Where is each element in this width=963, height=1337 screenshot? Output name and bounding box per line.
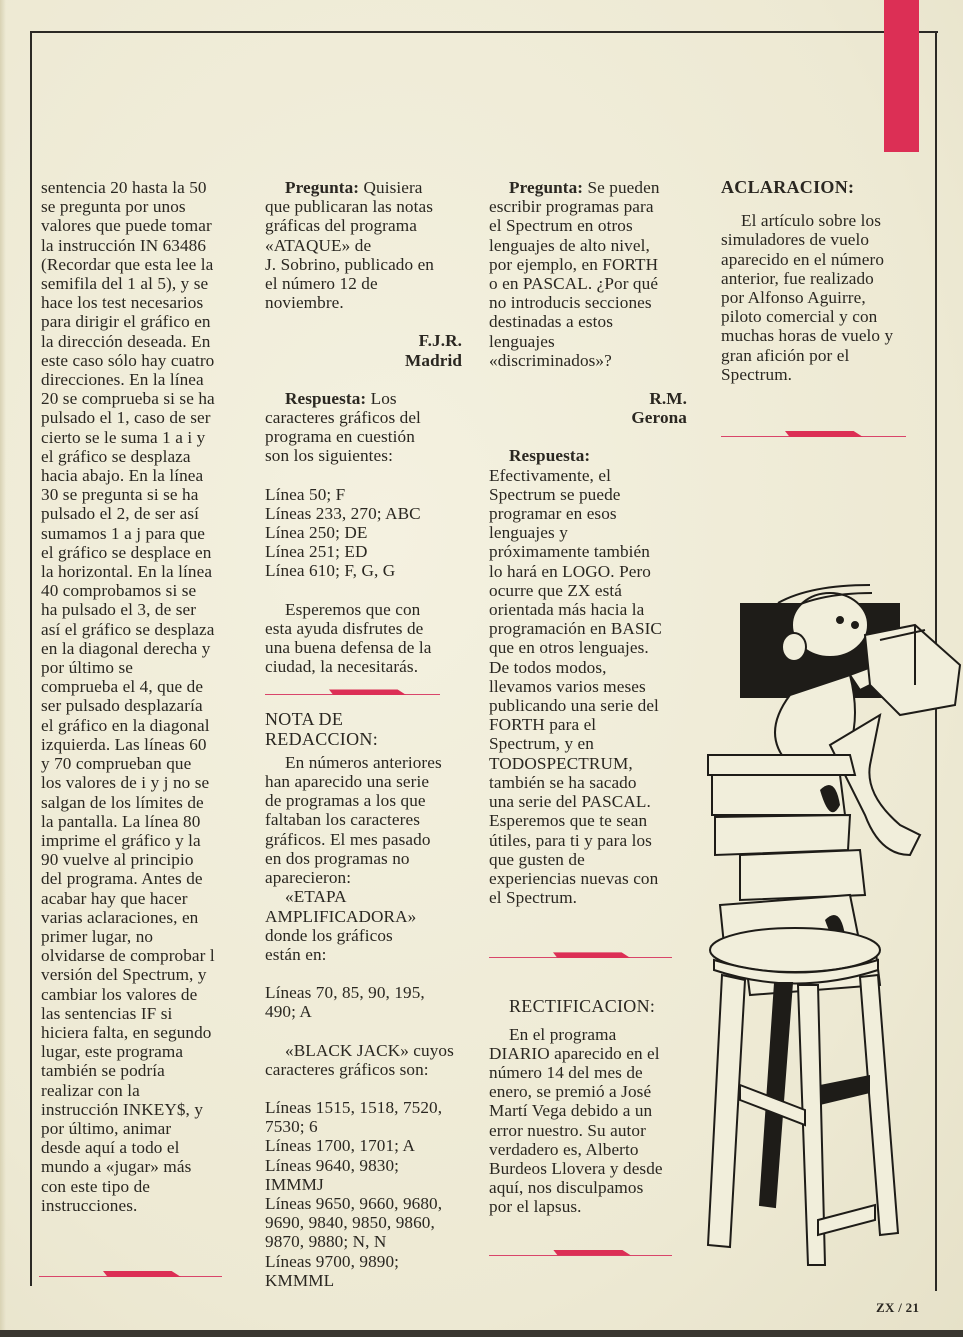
article-continuation: sentencia 20 hasta la 50 se pregunta por unos valores que puede tomar la instrucción IN 63486 (Recordar que esta lee la semifila del 1 al 5), y se hace los test necesarios para dirigir el gráfico en la dirección deseada. En este caso sólo hay cuatro direcciones. En la línea 20 se comprueba si se ha pulsado el 1, caso de ser cierto se le suma 1 a i y el gráfico se desplaza hacia abajo. En la línea 30 se pregunta si se ha pulsado el 2, de ser así sumamos 1 a j para que el gráfico se desplace en la horizontal. En la línea 40 comprobamos si se ha pulsado el 3, de ser así el gráfico se desplaza en la diagonal derecha y por último se comprueba el 4, que de ser pulsado desplazaría el gráfico en la diagonal izquierda. Las líneas 60 y 70 comprueban que los valores de i y j no se salgan de los límites de la pantalla. La línea 80 imprime el gráfico y la 90 vuelve al principio del programa. Antes de acabar hay que hacer varias aclaraciones, en primer lugar, no olvidarse de comprobar l versión del Spectrum, y cambiar los valores de las sentencias IF si hiciera falta, en segundo lugar, este programa también se podría realizar con la instrucción INKEY$, y por último, animar desde aquí a todo el mundo a «jugar» más con este tipo de instrucciones.: [41, 178, 215, 1215]
answer-label: Respuesta:: [509, 446, 591, 466]
closing-text: Esperemos que con esta ayuda disfrutes de una buena defensa de la ciudad, la necesitarás.: [265, 599, 432, 677]
etapa-lines: Líneas 70, 85, 90, 195, 490; A: [265, 983, 425, 1022]
column-4: [721, 178, 921, 438]
rectificacion-text: En el programa DIARIO aparecido en el número 14 del mes de enero, se premió a José Martí Vega debido a un error nuestro. Su autor verdadero es, Alberto Burdeos Llovera y desde aquí, nos disculpamos por el lapsus.: [489, 1024, 663, 1217]
column-2: [265, 178, 462, 1290]
question-rm: [489, 178, 687, 370]
section-divider: [265, 688, 440, 696]
answer-label: Respuesta:: [285, 388, 367, 408]
question-text: Quisiera que publicaran las notas gráficas del programa «ATAQUE» de J. Sobrino, publicado en el número 12 de noviembre.: [265, 178, 435, 313]
nota-redaccion-text: En números anteriores han aparecido una serie de programas a los que faltaban los caracteres gráficos. El mes pasado en dos programas no aparecieron:: [265, 752, 442, 888]
answer-fjr: [265, 389, 462, 466]
question-text: Se pueden escribir programas para el Spectrum en otros lenguajes de alto nivel, por ejemplo, en FORTH o en PASCAL. ¿Por qué no introducis secciones destinadas a estos lenguajes «discriminados»?: [489, 178, 660, 370]
answer-text: Efectivamente, el Spectrum se puede programar en esos lenguajes y próximamente también lo hará en LOGO. Pero ocurre que ZX está orientada más hacia la programación en BASIC que en otros lenguajes. De todos modos, llevamos varios meses publicando una serie del FORTH para el Spectrum, y en TODOSPECTRUM, también se ha sacado una serie del PASCAL. Esperemos que te sean útiles, para ti y para los que gusten de experiencias nuevas con el Spectrum.: [489, 465, 662, 908]
signature-rm-gerona: R.M. Gerona: [631, 389, 687, 428]
blackjack-intro: «BLACK JACK» cuyos caracteres gráficos son:: [265, 1040, 454, 1079]
column-3: [489, 178, 687, 1257]
page-fold-shadow: [0, 0, 6, 1337]
column-1: [41, 178, 256, 1278]
frame-border-left: [30, 31, 32, 1286]
boy-reading-illustration: [700, 565, 963, 1295]
accent-red-tab: [884, 0, 919, 152]
aclaracion-text: El artículo sobre los simuladores de vuelo aparecido en el número anterior, fue realizado por Alfonso Aguirre, piloto comercial y con muchas horas de vuelo y gran afición por el Spectrum.: [721, 211, 894, 384]
list-item: Líneas 233, 270; ABC: [265, 503, 421, 523]
scan-bottom-edge: [0, 1330, 963, 1337]
list-item: Línea 251; ED: [265, 542, 368, 562]
frame-border-top: [30, 31, 938, 33]
section-divider: [721, 430, 906, 438]
section-divider: [489, 1249, 672, 1257]
signature-fjr-madrid: F.J.R. Madrid: [405, 331, 462, 370]
stool: [708, 928, 898, 1265]
list-item: Línea 50; F: [265, 484, 346, 504]
list-item: Línea 610; F, G, G: [265, 561, 396, 581]
list-item: Línea 250; DE: [265, 523, 368, 543]
etapa-intro: «ETAPA AMPLIFICADORA» donde los gráficos están en:: [265, 887, 417, 964]
question-label: Pregunta:: [509, 178, 584, 197]
answer-text: Los caracteres gráficos del programa en cuestión son los siguientes:: [265, 388, 421, 466]
section-divider: [489, 951, 672, 959]
section-divider: [39, 1270, 222, 1278]
question-label: Pregunta:: [285, 178, 360, 197]
graphics-line-list: [265, 485, 462, 581]
open-book: [865, 625, 960, 715]
aclaracion-heading: ACLARACION:: [721, 177, 855, 197]
question-fjr: [265, 178, 462, 312]
page-number: ZX / 21: [876, 1300, 920, 1315]
nota-redaccion-heading: NOTA DE REDACCION:: [265, 709, 379, 749]
rectificacion-heading: RECTIFICACION:: [509, 996, 656, 1017]
blackjack-lines: Líneas 1515, 1518, 7520, 7530; 6 Líneas 1700, 1701; A Líneas 9640, 9830; IMMMJ Líneas 9650, 9660, 9680, 9690, 9840, 9850, 9860, 9870, 9880; N, N Líneas 9700, 9890; KMMML: [265, 1097, 443, 1290]
